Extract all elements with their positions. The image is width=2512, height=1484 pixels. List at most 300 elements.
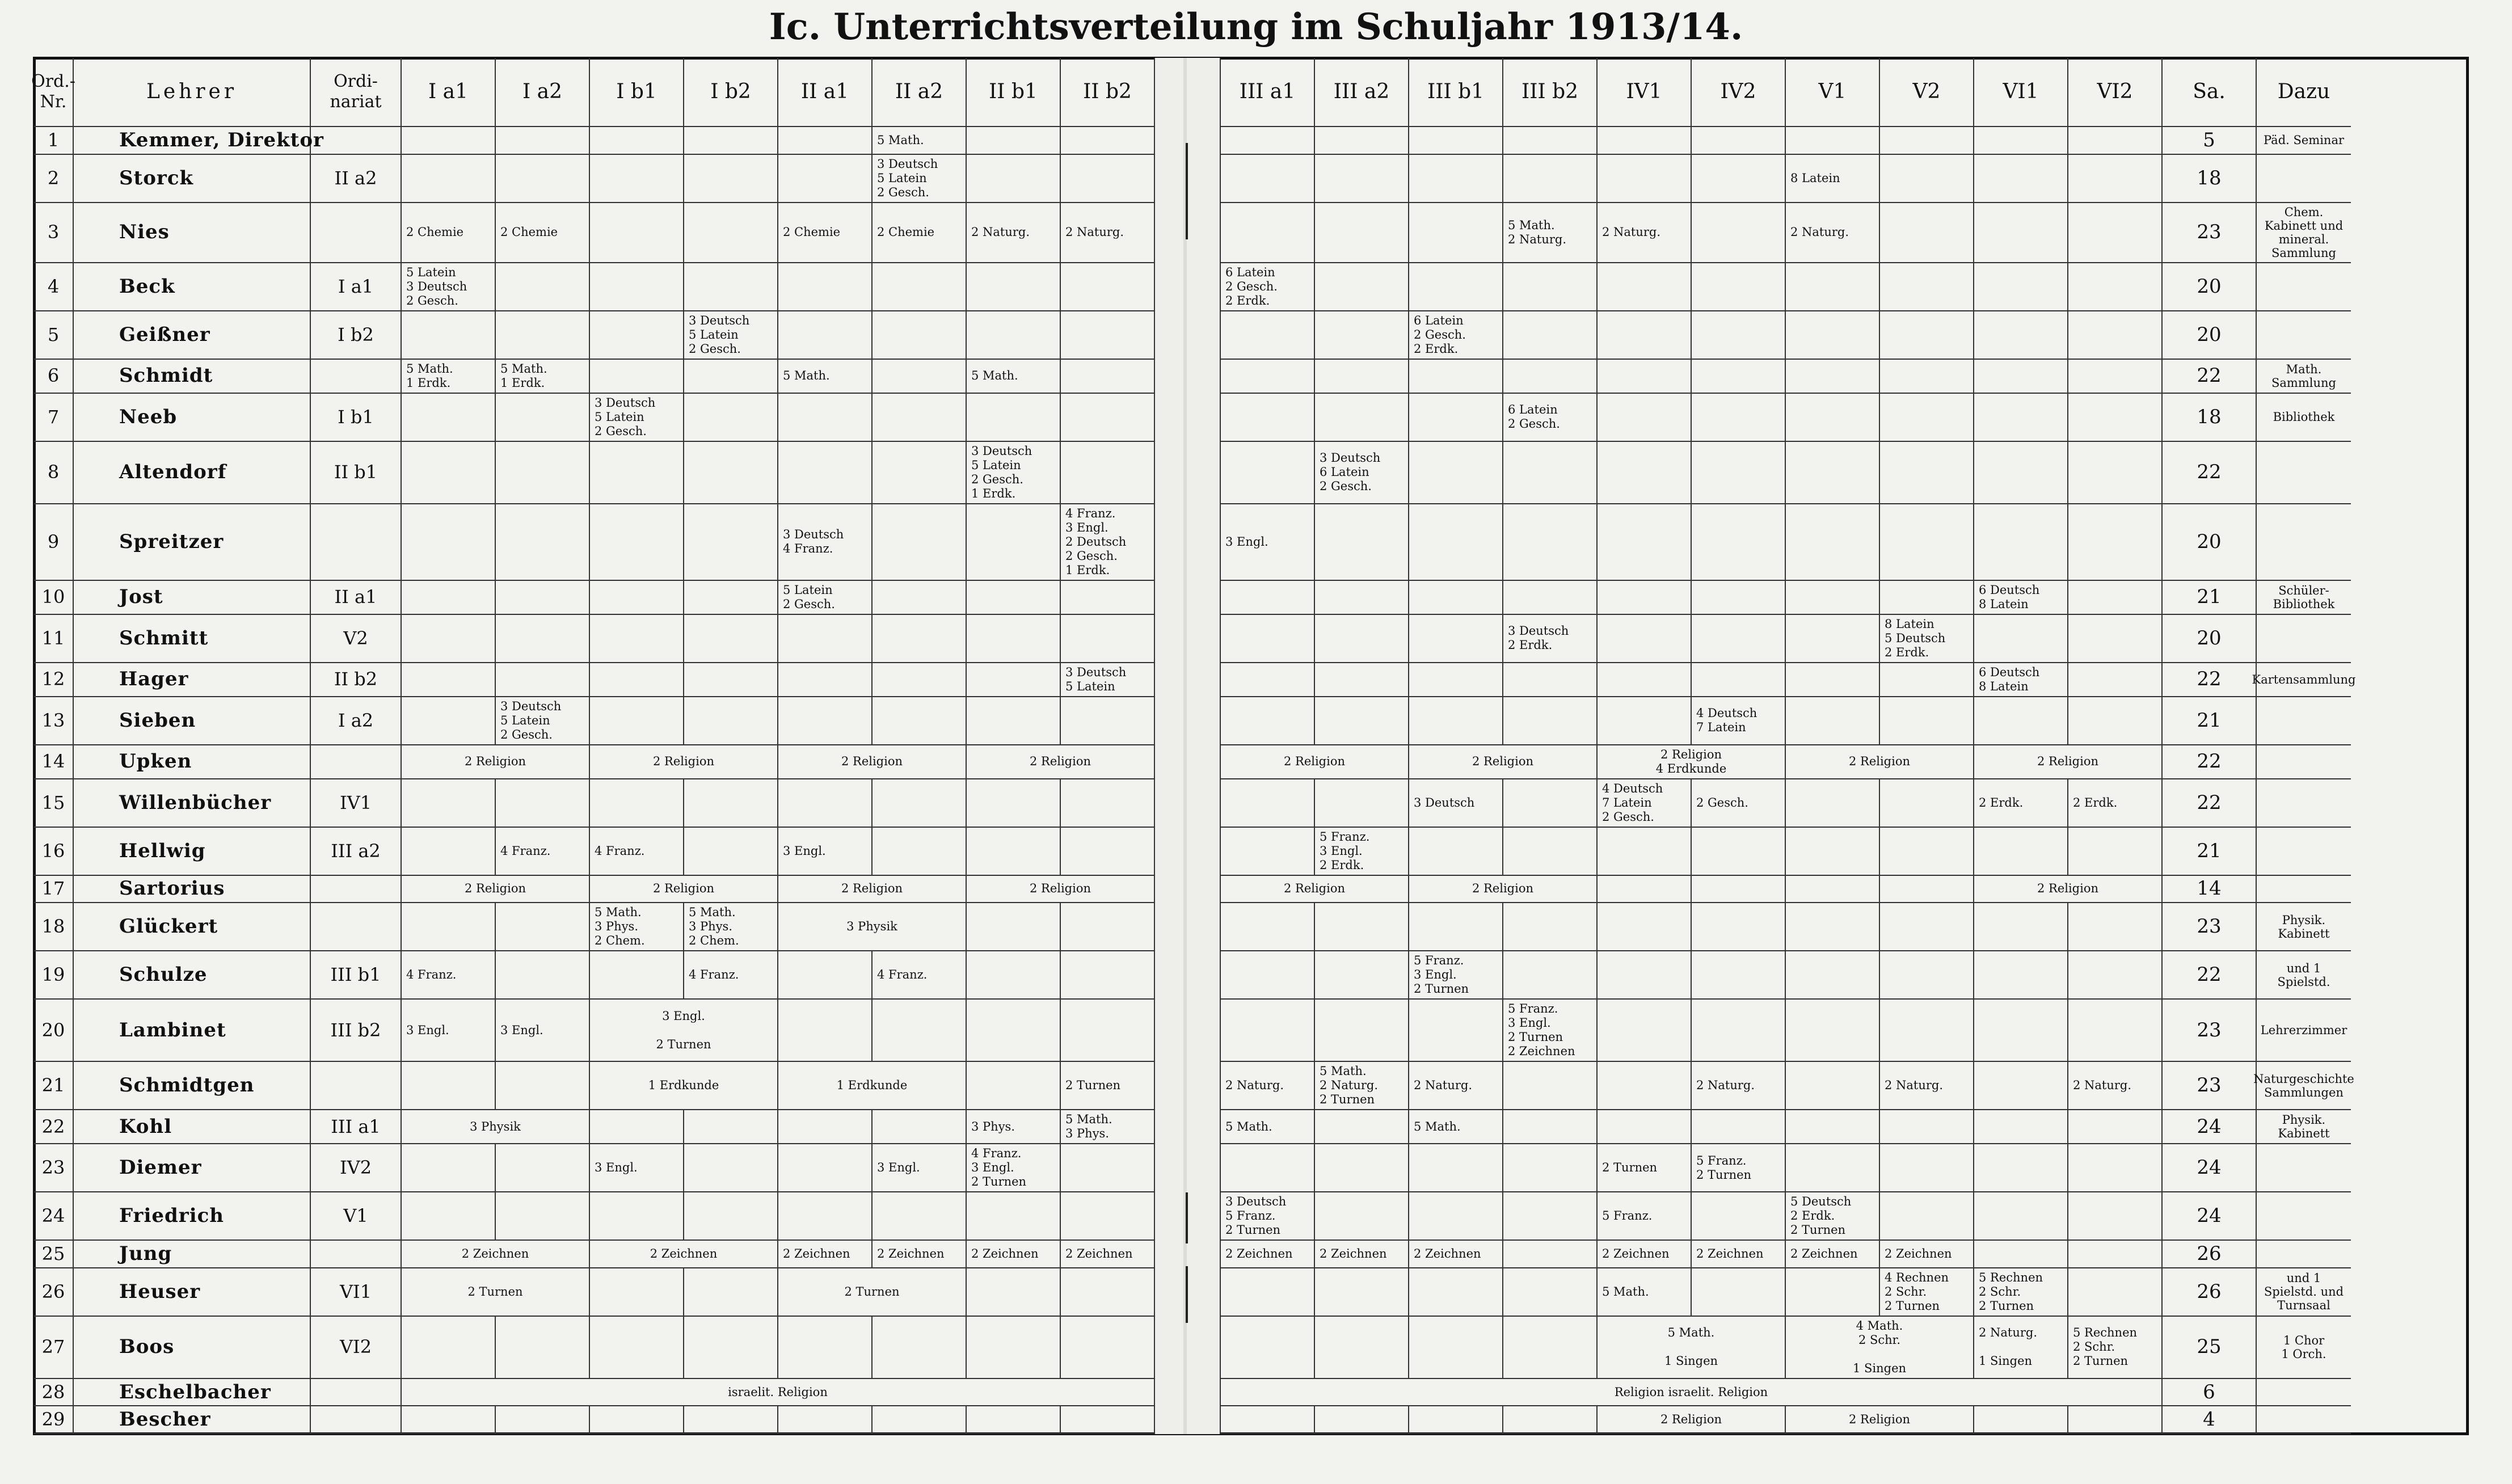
lesson-cell-empty xyxy=(1692,876,1786,904)
lesson-cell-empty xyxy=(1503,1110,1598,1144)
lesson-cell-empty xyxy=(2068,360,2163,394)
total-hours: 5 xyxy=(2163,127,2257,155)
lesson-cell: 2 Religion xyxy=(402,745,590,779)
total-hours: 24 xyxy=(2163,1144,2257,1192)
lesson-cell-empty xyxy=(1786,615,1880,663)
lesson-cell-empty xyxy=(2068,951,2163,1000)
lesson-cell-empty xyxy=(2068,1241,2163,1268)
lesson-cell-empty xyxy=(1974,155,2068,203)
lesson-cell-empty xyxy=(1503,903,1598,951)
additional-duty xyxy=(2257,1144,2351,1192)
lesson-cell-empty xyxy=(1880,155,1974,203)
lesson-cell: 5 Latein 3 Deutsch 2 Gesch. xyxy=(402,263,496,311)
lesson-cell: 2 Religion xyxy=(967,876,1155,904)
lesson-cell-empty xyxy=(402,394,496,442)
lesson-cell-empty xyxy=(1061,1000,1155,1062)
ordinariat-value: IV1 xyxy=(311,779,402,828)
lesson-cell-empty xyxy=(1692,442,1786,504)
lesson-cell-empty xyxy=(496,951,590,1000)
teaching-distribution-table xyxy=(31,58,2468,1434)
lesson-cell: 2 Erdk. xyxy=(2068,779,2163,828)
lesson-cell-empty xyxy=(1061,1317,1155,1379)
ordinariat-value: III a1 xyxy=(311,1110,402,1144)
lesson-cell-empty xyxy=(590,155,684,203)
lesson-cell-empty xyxy=(778,697,873,745)
lesson-cell-empty xyxy=(1061,127,1155,155)
lesson-cell-empty xyxy=(2068,1110,2163,1144)
row-number: 19 xyxy=(34,951,74,1000)
lesson-cell: 4 Deutsch 7 Latein xyxy=(1692,697,1786,745)
header-class: III a1 xyxy=(1221,58,1315,127)
lesson-cell-empty xyxy=(1503,1317,1598,1379)
lesson-cell: 4 Franz. xyxy=(590,828,684,876)
additional-duty: und 1 Spielstd. und Turnsaal xyxy=(2257,1268,2351,1317)
lesson-cell-empty xyxy=(1974,828,2068,876)
lesson-cell-empty xyxy=(1315,697,1409,745)
additional-duty xyxy=(2257,263,2351,311)
lesson-cell: 2 Religion xyxy=(402,876,590,904)
lesson-cell-empty xyxy=(1315,155,1409,203)
lesson-cell-empty xyxy=(1692,311,1786,360)
lesson-cell: 2 Chemie xyxy=(778,203,873,263)
lesson-cell: 2 Gesch. xyxy=(1692,779,1786,828)
lesson-cell-empty xyxy=(590,581,684,615)
lesson-cell: 3 Deutsch 5 Latein 2 Gesch. xyxy=(873,155,967,203)
lesson-cell: 4 Franz. xyxy=(873,951,967,1000)
lesson-cell-empty xyxy=(1692,903,1786,951)
lesson-cell-empty xyxy=(590,615,684,663)
lesson-cell-empty xyxy=(873,779,967,828)
teacher-name: Geißner xyxy=(74,311,311,360)
lesson-cell-empty xyxy=(1880,442,1974,504)
lesson-cell-empty xyxy=(590,697,684,745)
lesson-cell-empty xyxy=(1974,615,2068,663)
lesson-cell-empty xyxy=(590,951,684,1000)
lesson-cell-empty xyxy=(1409,1406,1503,1434)
lesson-cell-empty xyxy=(1409,1192,1503,1241)
lesson-cell: 2 Religion xyxy=(590,745,778,779)
lesson-cell-empty xyxy=(778,155,873,203)
lesson-cell-empty xyxy=(967,504,1061,581)
lesson-cell-empty xyxy=(1880,779,1974,828)
lesson-cell-empty xyxy=(1692,1192,1786,1241)
lesson-cell: 2 Zeichnen xyxy=(1880,1241,1974,1268)
lesson-cell: 4 Franz. xyxy=(684,951,778,1000)
lesson-cell-empty xyxy=(2068,394,2163,442)
lesson-cell-empty xyxy=(1315,394,1409,442)
lesson-cell-empty xyxy=(2068,1406,2163,1434)
lesson-cell-empty xyxy=(1503,311,1598,360)
lesson-cell-empty xyxy=(1974,1406,2068,1434)
lesson-cell: 2 Religion xyxy=(1221,745,1409,779)
lesson-cell: 3 Deutsch xyxy=(1409,779,1503,828)
lesson-cell-empty xyxy=(1409,581,1503,615)
lesson-cell-empty xyxy=(1598,951,1692,1000)
ordinariat-value xyxy=(311,127,402,155)
lesson-cell-empty xyxy=(1061,311,1155,360)
lesson-cell-empty xyxy=(1786,903,1880,951)
lesson-cell-empty xyxy=(2068,697,2163,745)
lesson-cell: 2 Naturg. xyxy=(1598,203,1692,263)
lesson-cell-empty xyxy=(1409,360,1503,394)
lesson-cell-empty xyxy=(590,1317,684,1379)
lesson-cell-empty xyxy=(778,1110,873,1144)
lesson-cell-empty xyxy=(1880,876,1974,904)
lesson-cell-empty xyxy=(967,828,1061,876)
lesson-cell: 2 Religion xyxy=(1409,876,1598,904)
row-number: 28 xyxy=(34,1379,74,1407)
lesson-cell-empty xyxy=(1061,360,1155,394)
lesson-cell-empty xyxy=(1880,504,1974,581)
additional-duty: Lehrerzimmer xyxy=(2257,1000,2351,1062)
lesson-cell-empty xyxy=(1221,828,1315,876)
lesson-cell-empty xyxy=(496,903,590,951)
lesson-cell-empty xyxy=(1503,360,1598,394)
additional-duty: Physik. Kabinett xyxy=(2257,1110,2351,1144)
lesson-cell: 6 Latein 2 Gesch. 2 Erdk. xyxy=(1409,311,1503,360)
lesson-cell-empty xyxy=(1061,779,1155,828)
lesson-cell-empty xyxy=(1974,504,2068,581)
lesson-cell-empty xyxy=(1880,263,1974,311)
lesson-cell-empty xyxy=(402,903,496,951)
lesson-cell: 2 Religion xyxy=(1598,1406,1786,1434)
lesson-cell: 2 Chemie xyxy=(496,203,590,263)
lesson-cell: 5 Franz. xyxy=(1598,1192,1692,1241)
additional-duty: Physik. Kabinett xyxy=(2257,903,2351,951)
lesson-cell-empty xyxy=(1598,615,1692,663)
lesson-cell-empty xyxy=(1503,1268,1598,1317)
lesson-cell-empty xyxy=(2068,203,2163,263)
lesson-cell-empty xyxy=(1598,504,1692,581)
total-hours: 26 xyxy=(2163,1268,2257,1317)
lesson-cell-empty xyxy=(778,311,873,360)
ordinariat-value: I b2 xyxy=(311,311,402,360)
total-hours: 22 xyxy=(2163,442,2257,504)
lesson-cell-empty xyxy=(1503,1192,1598,1241)
header-class: III b2 xyxy=(1503,58,1598,127)
teacher-name: Upken xyxy=(74,745,311,779)
lesson-cell-empty xyxy=(967,1192,1061,1241)
lesson-cell-empty xyxy=(2068,828,2163,876)
lesson-cell: 2 Turnen xyxy=(778,1268,967,1317)
lesson-cell-empty xyxy=(1880,1110,1974,1144)
lesson-cell-empty xyxy=(1061,1406,1155,1434)
teacher-name: Hellwig xyxy=(74,828,311,876)
lesson-cell-empty xyxy=(402,1406,496,1434)
lesson-cell-empty xyxy=(1692,615,1786,663)
lesson-cell-empty xyxy=(967,697,1061,745)
additional-duty xyxy=(2257,442,2351,504)
teacher-name: Lambinet xyxy=(74,1000,311,1062)
lesson-cell-empty xyxy=(873,663,967,697)
lesson-cell-empty xyxy=(2068,663,2163,697)
lesson-cell: 3 Engl. xyxy=(778,828,873,876)
ordinariat-value: I a2 xyxy=(311,697,402,745)
lesson-cell: 5 Franz. 2 Turnen xyxy=(1692,1144,1786,1192)
lesson-cell-empty xyxy=(967,663,1061,697)
lesson-cell-empty xyxy=(1598,442,1692,504)
binding-staple-mark xyxy=(1186,143,1188,200)
lesson-cell-empty xyxy=(1974,903,2068,951)
lesson-cell-empty xyxy=(1974,394,2068,442)
row-number: 13 xyxy=(34,697,74,745)
lesson-cell-empty xyxy=(1880,951,1974,1000)
lesson-cell-empty xyxy=(967,581,1061,615)
ordinariat-value: II b1 xyxy=(311,442,402,504)
lesson-cell-empty xyxy=(1503,697,1598,745)
lesson-cell-empty xyxy=(1786,1144,1880,1192)
lesson-cell-empty xyxy=(1692,1268,1786,1317)
lesson-cell: 3 Engl. xyxy=(1221,504,1315,581)
lesson-cell-empty xyxy=(1786,951,1880,1000)
lesson-cell-empty xyxy=(1315,504,1409,581)
lesson-cell-empty xyxy=(1786,263,1880,311)
lesson-cell-empty xyxy=(1221,1000,1315,1062)
lesson-cell: 2 Zeichnen xyxy=(1692,1241,1786,1268)
lesson-cell: 2 Chemie xyxy=(402,203,496,263)
lesson-cell: 4 Math. 2 Schr. 1 Singen xyxy=(1786,1317,1974,1379)
lesson-cell: 3 Physik xyxy=(402,1110,590,1144)
lesson-cell-empty xyxy=(590,1268,684,1317)
lesson-cell: 2 Zeichnen xyxy=(1409,1241,1503,1268)
lesson-cell-empty xyxy=(1409,1144,1503,1192)
lesson-cell: 6 Deutsch 8 Latein xyxy=(1974,581,2068,615)
lesson-cell-empty xyxy=(496,1192,590,1241)
total-hours: 21 xyxy=(2163,581,2257,615)
lesson-cell-empty xyxy=(684,1317,778,1379)
lesson-cell-empty xyxy=(1409,504,1503,581)
lesson-cell-empty xyxy=(1974,442,2068,504)
header-ordinariat: Ordi- nariat xyxy=(311,58,402,127)
binding-staple-mark xyxy=(1186,1192,1188,1243)
lesson-cell-empty xyxy=(2068,311,2163,360)
teacher-name: Eschelbacher xyxy=(74,1379,311,1407)
lesson-cell-empty xyxy=(496,1317,590,1379)
header-class: IV2 xyxy=(1692,58,1786,127)
teacher-name: Friedrich xyxy=(74,1192,311,1241)
lesson-cell-empty xyxy=(684,1268,778,1317)
binding-staple-mark xyxy=(1186,1266,1188,1323)
lesson-cell-empty xyxy=(1315,903,1409,951)
ordinariat-value: V2 xyxy=(311,615,402,663)
teacher-name: Nies xyxy=(74,203,311,263)
lesson-cell-empty xyxy=(684,394,778,442)
lesson-cell-empty xyxy=(778,127,873,155)
total-hours: 23 xyxy=(2163,903,2257,951)
lesson-cell-empty xyxy=(967,1000,1061,1062)
lesson-cell-empty xyxy=(684,779,778,828)
lesson-cell: 2 Naturg. xyxy=(1221,1062,1315,1110)
total-hours: 24 xyxy=(2163,1110,2257,1144)
teacher-name: Schulze xyxy=(74,951,311,1000)
lesson-cell-empty xyxy=(1221,442,1315,504)
total-hours: 22 xyxy=(2163,360,2257,394)
lesson-cell-empty xyxy=(1409,1000,1503,1062)
lesson-cell-empty xyxy=(496,394,590,442)
lesson-cell-empty xyxy=(684,828,778,876)
lesson-cell-empty xyxy=(1880,581,1974,615)
lesson-cell-empty xyxy=(402,127,496,155)
lesson-cell-empty xyxy=(1503,779,1598,828)
row-number: 5 xyxy=(34,311,74,360)
lesson-cell-empty xyxy=(1786,876,1880,904)
lesson-cell-empty xyxy=(590,360,684,394)
lesson-cell-empty xyxy=(684,155,778,203)
lesson-cell-empty xyxy=(684,263,778,311)
ordinariat-value: VI2 xyxy=(311,1317,402,1379)
header-class: II a1 xyxy=(778,58,873,127)
lesson-cell-empty xyxy=(1598,828,1692,876)
lesson-cell-empty xyxy=(1409,697,1503,745)
ordinariat-value xyxy=(311,745,402,779)
lesson-cell-empty xyxy=(967,1062,1061,1110)
additional-duty xyxy=(2257,504,2351,581)
total-hours: 18 xyxy=(2163,394,2257,442)
teacher-name: Storck xyxy=(74,155,311,203)
lesson-cell: 2 Zeichnen xyxy=(1598,1241,1692,1268)
lesson-cell: 5 Latein 2 Gesch. xyxy=(778,581,873,615)
lesson-cell-empty xyxy=(684,1144,778,1192)
lesson-cell: 3 Engl. xyxy=(496,1000,590,1062)
header-class: I b2 xyxy=(684,58,778,127)
lesson-cell: 3 Engl. 2 Turnen xyxy=(590,1000,778,1062)
additional-duty: 1 Chor 1 Orch. xyxy=(2257,1317,2351,1379)
lesson-cell: 4 Rechnen 2 Schr. 2 Turnen xyxy=(1880,1268,1974,1317)
lesson-cell-empty xyxy=(2068,263,2163,311)
lesson-cell-empty xyxy=(1221,203,1315,263)
row-number: 3 xyxy=(34,203,74,263)
teacher-name: Bescher xyxy=(74,1406,311,1434)
header-class: V1 xyxy=(1786,58,1880,127)
ordinariat-value xyxy=(311,876,402,904)
ordinariat-value xyxy=(311,903,402,951)
lesson-cell-empty xyxy=(1315,127,1409,155)
teacher-name: Beck xyxy=(74,263,311,311)
lesson-cell-empty xyxy=(873,1317,967,1379)
lesson-cell-empty xyxy=(1503,581,1598,615)
lesson-cell-empty xyxy=(590,1110,684,1144)
lesson-cell-empty xyxy=(1692,127,1786,155)
additional-duty xyxy=(2257,1379,2351,1407)
lesson-cell: 2 Turnen xyxy=(1598,1144,1692,1192)
lesson-cell: 5 Franz. 3 Engl. 2 Turnen 2 Zeichnen xyxy=(1503,1000,1598,1062)
lesson-cell-empty xyxy=(1061,1268,1155,1317)
lesson-cell-empty xyxy=(1315,779,1409,828)
lesson-cell-empty xyxy=(873,1406,967,1434)
lesson-cell-empty xyxy=(496,442,590,504)
lesson-cell: 3 Deutsch 2 Erdk. xyxy=(1503,615,1598,663)
lesson-cell-empty xyxy=(1409,903,1503,951)
lesson-cell-empty xyxy=(1692,360,1786,394)
lesson-cell: 8 Latein 5 Deutsch 2 Erdk. xyxy=(1880,615,1974,663)
lesson-cell-empty xyxy=(1503,263,1598,311)
page-title: Ic. Unterrichtsverteilung im Schuljahr 1913/14. xyxy=(769,6,1743,48)
lesson-cell: 2 Naturg. xyxy=(1786,203,1880,263)
lesson-cell: 3 Deutsch 5 Latein 2 Gesch. xyxy=(684,311,778,360)
lesson-cell-empty xyxy=(873,1110,967,1144)
lesson-cell-empty xyxy=(1974,1144,2068,1192)
lesson-cell-empty xyxy=(1974,360,2068,394)
teacher-name: Kohl xyxy=(74,1110,311,1144)
row-number: 27 xyxy=(34,1317,74,1379)
lesson-cell: 4 Franz. xyxy=(496,828,590,876)
row-number: 6 xyxy=(34,360,74,394)
lesson-cell-empty xyxy=(1880,203,1974,263)
lesson-cell-empty xyxy=(1503,1144,1598,1192)
lesson-cell-empty xyxy=(402,1192,496,1241)
additional-duty xyxy=(2257,828,2351,876)
additional-duty: Chem. Kabinett und mineral. Sammlung xyxy=(2257,203,2351,263)
lesson-cell: 2 Naturg. 1 Singen xyxy=(1974,1317,2068,1379)
lesson-cell-empty xyxy=(1786,360,1880,394)
lesson-cell-empty xyxy=(402,311,496,360)
teacher-name: Hager xyxy=(74,663,311,697)
lesson-cell-empty xyxy=(1061,442,1155,504)
total-hours: 22 xyxy=(2163,745,2257,779)
lesson-cell: 5 Math. 1 Singen xyxy=(1598,1317,1786,1379)
teacher-name: Sieben xyxy=(74,697,311,745)
lesson-cell-empty xyxy=(1061,951,1155,1000)
lesson-cell-empty xyxy=(496,581,590,615)
lesson-cell-empty xyxy=(1786,779,1880,828)
lesson-cell: 8 Latein xyxy=(1786,155,1880,203)
teacher-name: Boos xyxy=(74,1317,311,1379)
lesson-cell-empty xyxy=(402,828,496,876)
lesson-cell: 2 Erdk. xyxy=(1974,779,2068,828)
lesson-cell-empty xyxy=(873,581,967,615)
lesson-cell: 3 Phys. xyxy=(967,1110,1061,1144)
lesson-cell-empty xyxy=(1061,581,1155,615)
lesson-cell-empty xyxy=(402,697,496,745)
lesson-cell: 5 Math. 2 Naturg. xyxy=(1503,203,1598,263)
lesson-cell-empty xyxy=(1503,951,1598,1000)
lesson-cell-empty xyxy=(590,1192,684,1241)
total-hours: 4 xyxy=(2163,1406,2257,1434)
ordinariat-value xyxy=(311,203,402,263)
lesson-cell-empty xyxy=(1315,1110,1409,1144)
lesson-cell-empty xyxy=(1061,903,1155,951)
lesson-cell-empty xyxy=(1974,1062,2068,1110)
lesson-cell: 2 Religion xyxy=(1786,745,1974,779)
additional-duty xyxy=(2257,615,2351,663)
lesson-cell-empty xyxy=(402,155,496,203)
lesson-cell-empty xyxy=(1692,1110,1786,1144)
lesson-cell-empty xyxy=(1598,1110,1692,1144)
lesson-cell-empty xyxy=(402,779,496,828)
lesson-cell-empty xyxy=(778,1406,873,1434)
lesson-cell-empty xyxy=(1692,203,1786,263)
lesson-cell: 5 Rechnen 2 Schr. 2 Turnen xyxy=(2068,1317,2163,1379)
lesson-cell-empty xyxy=(590,203,684,263)
lesson-cell-empty xyxy=(1880,311,1974,360)
lesson-cell-empty xyxy=(1061,155,1155,203)
lesson-cell-empty xyxy=(1786,581,1880,615)
lesson-cell-empty xyxy=(1786,1268,1880,1317)
row-number: 2 xyxy=(34,155,74,203)
lesson-cell-empty xyxy=(1598,1000,1692,1062)
lesson-cell: 4 Franz. 3 Engl. 2 Deutsch 2 Gesch. 1 Erdk. xyxy=(1061,504,1155,581)
lesson-cell-empty xyxy=(1315,663,1409,697)
lesson-cell-empty xyxy=(2068,615,2163,663)
lesson-cell-empty xyxy=(684,127,778,155)
lesson-cell-empty xyxy=(778,779,873,828)
lesson-cell: 2 Zeichnen xyxy=(590,1241,778,1268)
lesson-cell: 5 Math. xyxy=(873,127,967,155)
lesson-cell-empty xyxy=(967,903,1061,951)
header-class: II b1 xyxy=(967,58,1061,127)
lesson-cell-empty xyxy=(496,311,590,360)
lesson-cell-empty xyxy=(1786,127,1880,155)
